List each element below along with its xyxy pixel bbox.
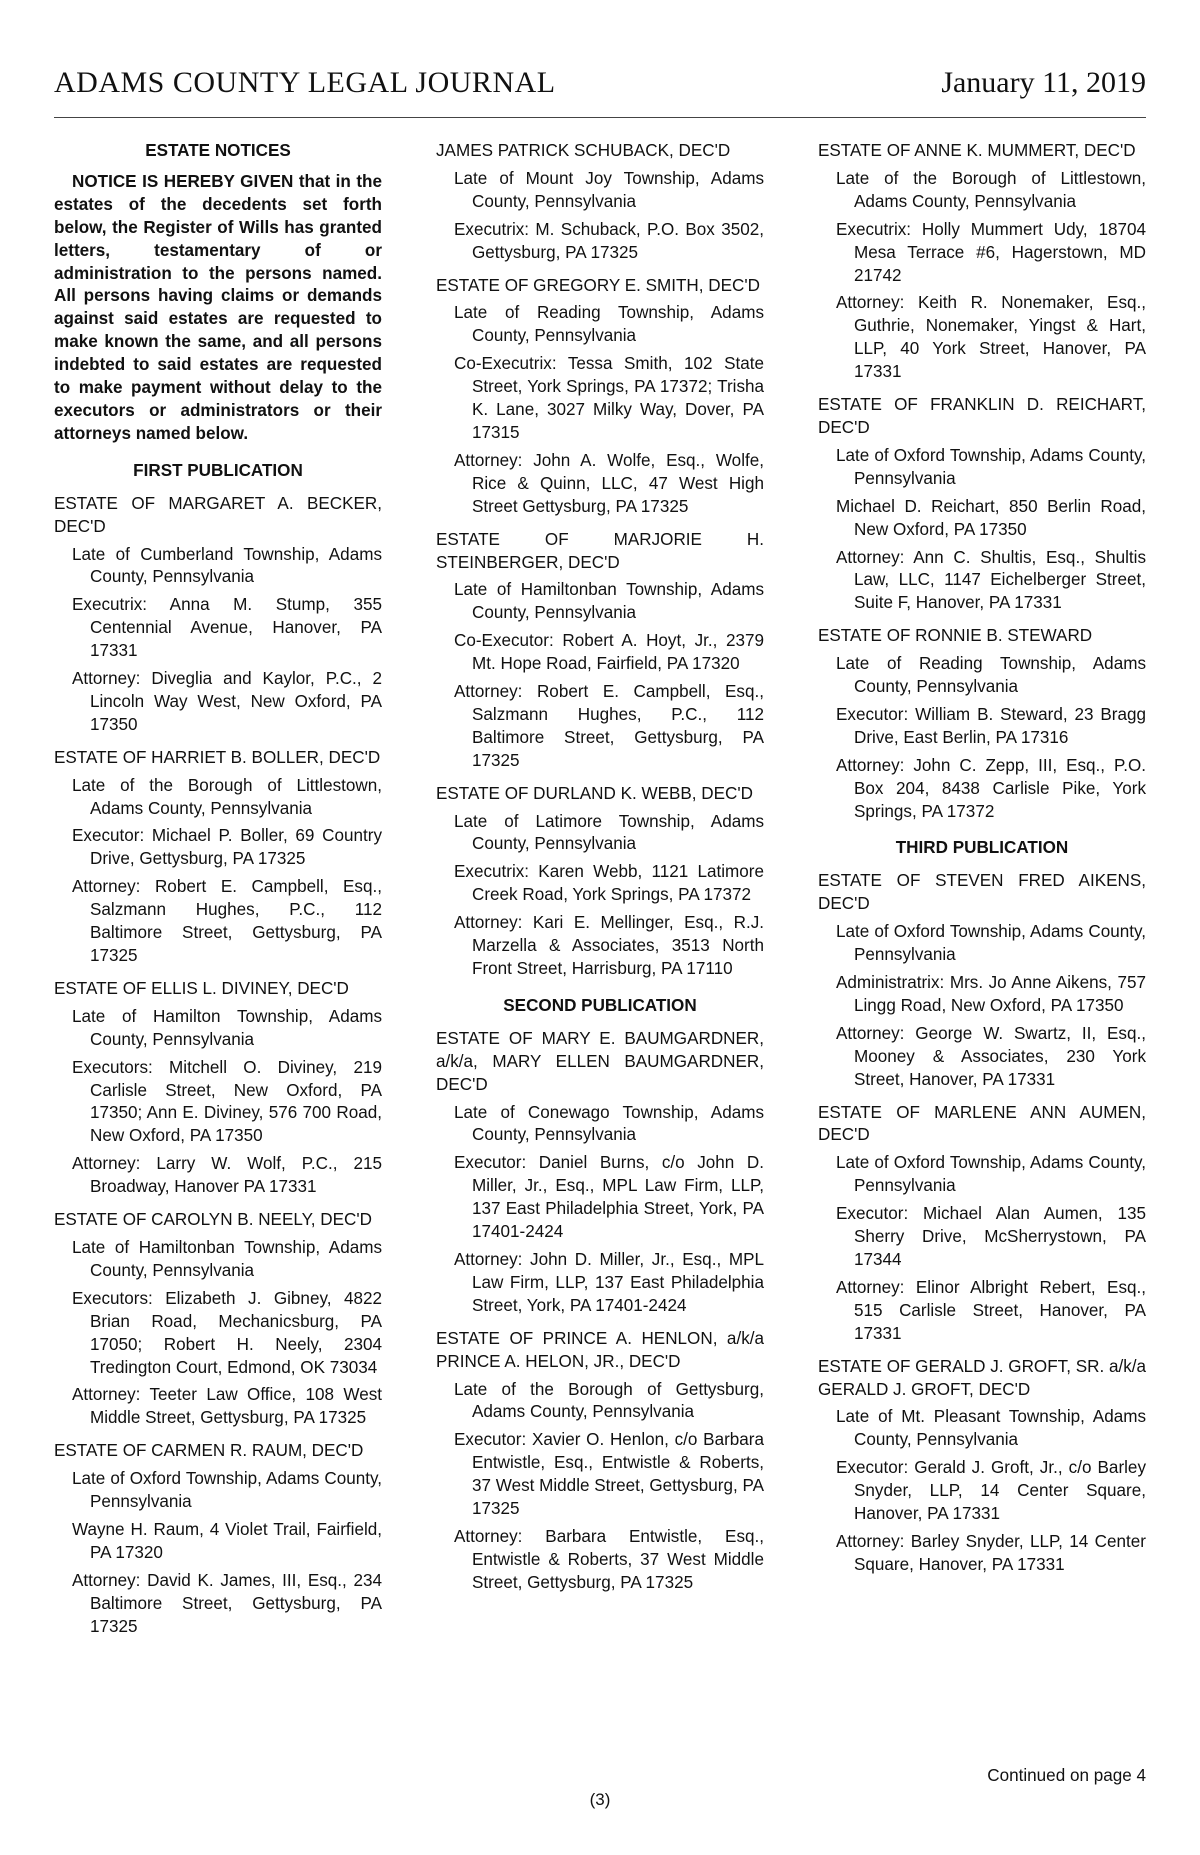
estate-detail: Late of Oxford Township, Adams County, Pennsylvania [72,1469,382,1512]
publication-heading: SECOND PUBLICATION [503,995,697,1015]
estate-notice [436,1028,764,1318]
estate-notice [818,394,1146,615]
estate-detail: Executor: Daniel Burns, c/o John D. Miller, Jr., Esq., MPL Law Firm, LLP, 137 East Philadelphia Street, York, PA 17401-2424 [454,1153,764,1242]
estate-detail: Executor: William B. Steward, 23 Bragg Drive, East Berlin, PA 17316 [836,704,1146,747]
estate-detail: Attorney: Kari E. Mellinger, Esq., R.J. Marzella & Associates, 3513 North Front Street, Harrisburg, PA 17110 [454,913,764,978]
column-3 [818,140,1146,1587]
estate-detail: Executors: Mitchell O. Diviney, 219 Carlisle Street, New Oxford, PA 17350; Ann E. Diviney, 576 700 Road, New Oxford, PA 17350 [72,1057,382,1146]
estate-name: ESTATE OF HARRIET B. BOLLER, DEC'D [54,747,381,767]
estate-detail: Attorney: Teeter Law Office, 108 West Middle Street, Gettysburg, PA 17325 [72,1385,382,1428]
estate-detail: Late of Latimore Township, Adams County, Pennsylvania [454,811,764,854]
estate-detail: Attorney: Larry W. Wolf, P.C., 215 Broadway, Hanover PA 17331 [72,1154,382,1197]
estate-notice [818,625,1146,823]
estate-notice [436,529,764,773]
estate-detail: Late of Mt. Pleasant Township, Adams County, Pennsylvania [836,1407,1146,1450]
column-2 [436,140,764,1605]
estate-detail: Late of the Borough of Gettysburg, Adams County, Pennsylvania [454,1379,764,1422]
estate-notice [436,275,764,519]
estate-detail: Late of the Borough of Littlestown, Adams County, Pennsylvania [72,775,382,818]
estate-notice [54,747,382,968]
estate-detail: Attorney: David K. James, III, Esq., 234 Baltimore Street, Gettysburg, PA 17325 [72,1570,382,1636]
publication-heading: THIRD PUBLICATION [895,838,1069,858]
estate-detail: Late of Cumberland Township, Adams County, Pennsylvania [72,544,382,587]
estate-notice [54,978,382,1199]
estate-name: ESTATE OF PRINCE A. HENLON, a/k/a PRINCE A. HELON, JR., DEC'D [436,1328,764,1371]
estate-detail: Executrix: M. Schuback, P.O. Box 3502, Gettysburg, PA 17325 [454,219,764,262]
estate-notice [818,870,1146,1091]
estate-name: ESTATE OF MARY E. BAUMGARDNER, a/k/a, MARY ELLEN BAUMGARDNER, DEC'D [436,1028,764,1094]
estate-name: ESTATE OF FRANKLIN D. REICHART, DEC'D [818,395,1146,437]
estate-detail: Wayne H. Raum, 4 Violet Trail, Fairfield, PA 17320 [72,1519,382,1562]
page-number: (3) [589,1790,611,1809]
continued-note: Continued on page 4 [987,1766,1146,1785]
estate-notice [436,140,764,265]
estate-name: ESTATE OF STEVEN FRED AIKENS, DEC'D [818,871,1146,914]
publication-heading: FIRST PUBLICATION [133,460,303,480]
estate-detail: Attorney: Barley Snyder, LLP, 14 Center Square, Hanover, PA 17331 [836,1531,1146,1574]
estate-detail: Attorney: Diveglia and Kaylor, P.C., 2 Lincoln Way West, New Oxford, PA 17350 [72,669,382,734]
journal-title: ADAMS COUNTY LEGAL JOURNAL [54,66,556,99]
estate-detail: Co-Executor: Robert A. Hoyt, Jr., 2379 Mt. Hope Road, Fairfield, PA 17320 [454,631,764,674]
estate-name: ESTATE OF MARLENE ANN AUMEN, DEC'D [818,1102,1146,1145]
estate-detail: Executor: Xavier O. Henlon, c/o Barbara Entwistle, Esq., Entwistle & Roberts, 37 West Middle Street, Gettysburg, PA 17325 [454,1430,764,1519]
estate-name: ESTATE OF MARGARET A. BECKER, DEC'D [54,493,382,536]
estate-name: ESTATE OF GERALD J. GROFT, SR. a/k/a GERALD J. GROFT, DEC'D [818,1356,1147,1399]
estate-name: JAMES PATRICK SCHUBACK, DEC'D [436,141,731,160]
estate-detail: Late of Conewago Township, Adams County, Pennsylvania [454,1102,764,1145]
estate-detail: Executors: Elizabeth J. Gibney, 4822 Brian Road, Mechanicsburg, PA 17050; Robert H. Neely, 2304 Tredington Court, Edmond, OK 73034 [72,1288,382,1377]
estate-name: ESTATE OF CARMEN R. RAUM, DEC'D [54,1441,364,1461]
estate-detail: Attorney: John D. Miller, Jr., Esq., MPL Law Firm, LLP, 137 East Philadelphia Street, York, PA 17401-2424 [454,1249,764,1315]
column-1 [54,140,382,1648]
notice-intro: NOTICE IS HEREBY GIVEN that in the estates of the decedents set forth below, the Register of Wills has granted letters, testamentary of or administration to the persons named. All persons having claims or demands against said estates are requested to make known the same, and all persons indebted to said estates are requested to make payment without delay to the executors or administrators or their attorneys named below. [54,171,382,443]
estate-detail: Attorney: Robert E. Campbell, Esq., Salzmann Hughes, P.C., 112 Baltimore Street, Gettysburg, PA 17325 [454,682,764,770]
page-header [54,62,1146,118]
estate-name: ESTATE OF GREGORY E. SMITH, DEC'D [436,275,760,295]
estate-detail: Attorney: Keith R. Nonemaker, Esq., Guthrie, Nonemaker, Yingst & Hart, LLP, 40 York Street, Hanover, PA 17331 [836,293,1146,382]
estate-notice [436,783,764,981]
section-title: ESTATE NOTICES [145,141,291,160]
estate-detail: Attorney: John C. Zepp, III, Esq., P.O. Box 204, 8438 Carlisle Pike, York Springs, PA 17372 [836,755,1146,821]
estate-detail: Late of Hamiltonban Township, Adams County, Pennsylvania [454,580,764,623]
estate-detail: Attorney: Elinor Albright Rebert, Esq., 515 Carlisle Street, Hanover, PA 17331 [836,1277,1146,1343]
estate-detail: Co-Executrix: Tessa Smith, 102 State Street, York Springs, PA 17372; Trisha K. Lane, 3027 Milky Way, Dover, PA 17315 [454,354,764,442]
estate-detail: Executor: Michael P. Boller, 69 Country Drive, Gettysburg, PA 17325 [72,826,382,869]
estate-detail: Late of Mount Joy Township, Adams County, Pennsylvania [454,168,764,211]
estate-detail: Executor: Michael Alan Aumen, 135 Sherry Drive, McSherrystown, PA 17344 [836,1204,1146,1269]
estate-name: ESTATE OF ANNE K. MUMMERT, DEC'D [818,141,1136,160]
estate-detail: Executrix: Holly Mummert Udy, 18704 Mesa Terrace #6, Hagerstown, MD 21742 [836,219,1146,285]
estate-detail: Late of Oxford Township, Adams County, Pennsylvania [836,1153,1146,1196]
estate-detail: Late of Hamiltonban Township, Adams County, Pennsylvania [72,1237,382,1280]
estate-detail: Attorney: George W. Swartz, II, Esq., Mooney & Associates, 230 York Street, Hanover, PA 17331 [836,1023,1146,1089]
estate-detail: Late of Reading Township, Adams County, Pennsylvania [454,303,764,346]
estate-notice [818,1102,1146,1346]
estate-name: ESTATE OF DURLAND K. WEBB, DEC'D [436,783,754,803]
estate-detail: Late of Hamilton Township, Adams County, Pennsylvania [72,1006,382,1049]
estate-notice [54,1209,382,1430]
estate-notice [818,140,1146,384]
estate-detail: Michael D. Reichart, 850 Berlin Road, New Oxford, PA 17350 [836,496,1146,539]
estate-detail: Late of the Borough of Littlestown, Adams County, Pennsylvania [836,168,1146,211]
estate-name: ESTATE OF ELLIS L. DIVINEY, DEC'D [54,978,349,998]
estate-detail: Attorney: Ann C. Shultis, Esq., Shultis Law, LLC, 1147 Eichelberger Street, Suite F, Hanover, PA 17331 [836,547,1146,613]
estate-detail: Attorney: Robert E. Campbell, Esq., Salzmann Hughes, P.C., 112 Baltimore Street, Gettysburg, PA 17325 [72,877,382,965]
estate-notice [54,493,382,737]
issue-date: January 11, 2019 [941,66,1146,99]
estate-notice [436,1328,764,1595]
estate-notice [54,1440,382,1638]
estate-detail: Administratrix: Mrs. Jo Anne Aikens, 757 Lingg Road, New Oxford, PA 17350 [836,973,1146,1015]
estate-detail: Late of Reading Township, Adams County, Pennsylvania [836,654,1146,697]
estate-notice [818,1356,1146,1577]
estate-detail: Attorney: Barbara Entwistle, Esq., Entwistle & Roberts, 37 West Middle Street, Gettysburg, PA 17325 [454,1526,764,1592]
estate-detail: Executrix: Anna M. Stump, 355 Centennial Avenue, Hanover, PA 17331 [72,595,382,661]
estate-detail: Late of Oxford Township, Adams County, Pennsylvania [836,445,1146,488]
estate-detail: Executor: Gerald J. Groft, Jr., c/o Barley Snyder, LLP, 14 Center Square, Hanover, PA 17331 [836,1458,1146,1524]
estate-name: ESTATE OF RONNIE B. STEWARD [818,626,1093,646]
estate-name: ESTATE OF CAROLYN B. NEELY, DEC'D [54,1210,372,1230]
estate-detail: Executrix: Karen Webb, 1121 Latimore Creek Road, York Springs, PA 17372 [454,862,764,905]
estate-detail: Late of Oxford Township, Adams County, Pennsylvania [836,922,1146,965]
estate-detail: Attorney: John A. Wolfe, Esq., Wolfe, Rice & Quinn, LLC, 47 West High Street Gettysburg, PA 17325 [454,450,764,516]
estate-name: ESTATE OF MARJORIE H. STEINBERGER, DEC'D [436,529,764,572]
